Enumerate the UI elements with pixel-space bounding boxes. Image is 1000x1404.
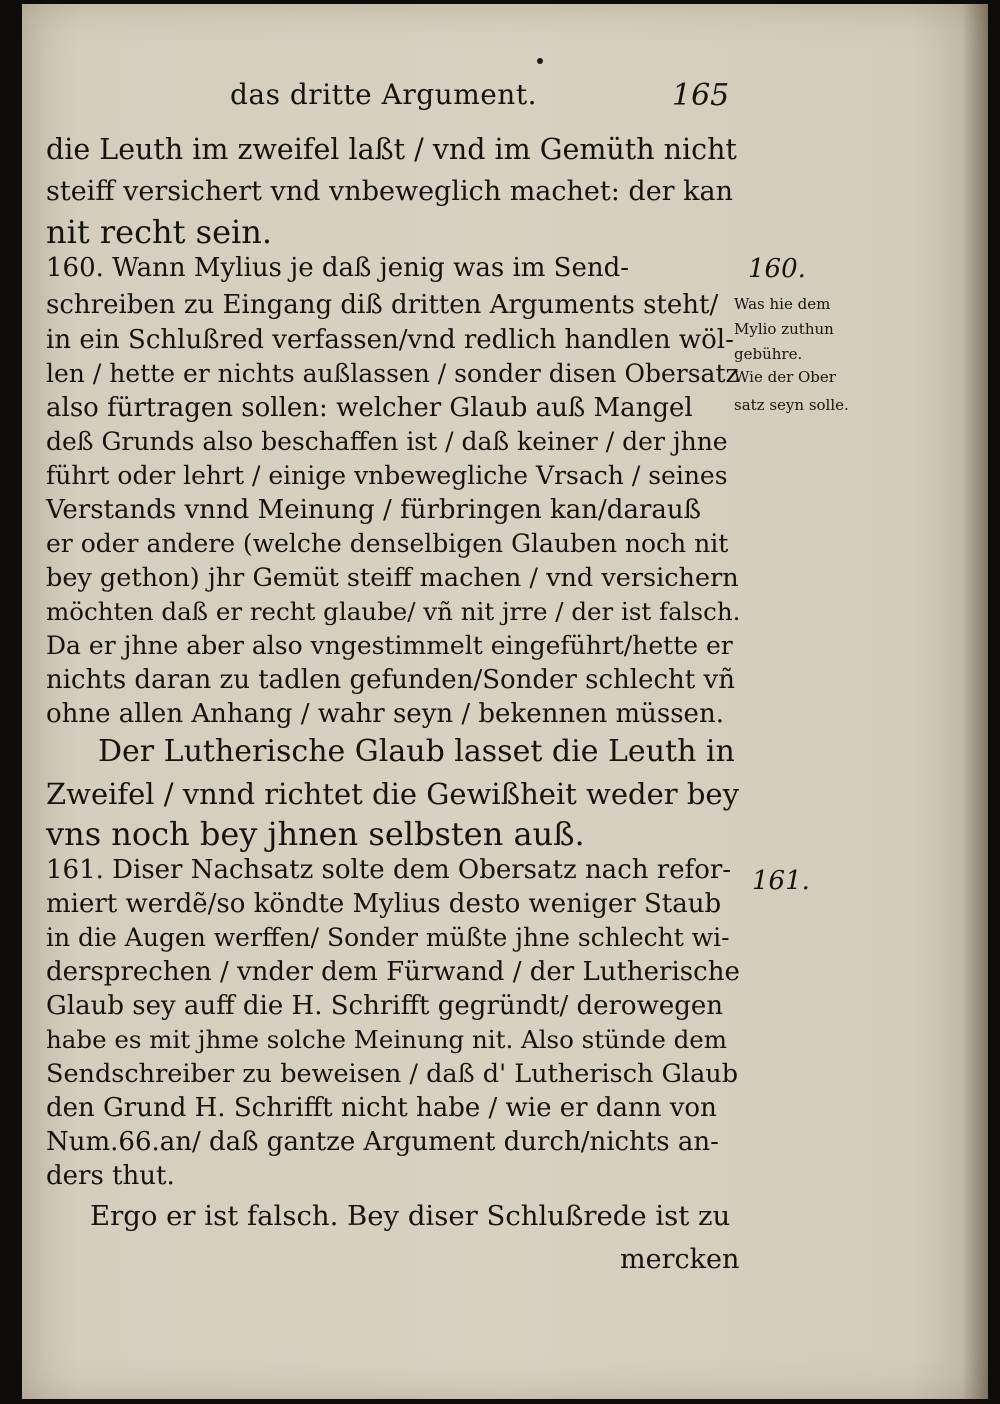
text-line: 160. Wann Mylius je daß jenig was im Send- bbox=[46, 253, 630, 283]
text-line: führt oder lehrt / einige vnbewegliche Vrsach / seines bbox=[46, 461, 728, 490]
text-line: in die Augen werffen/ Sonder müßte jhne schlecht wi- bbox=[46, 923, 730, 952]
heading-line: Zweifel / vnnd richtet die Gewißheit weder bey bbox=[46, 777, 739, 811]
text-line: habe es mit jhme solche Meinung nit. Also stünde dem bbox=[46, 1025, 728, 1054]
text-line: nit recht sein. bbox=[46, 213, 273, 251]
margin-note: gebühre. bbox=[734, 345, 803, 363]
text-line: miert werdẽ/so köndte Mylius desto weniger Staub bbox=[46, 889, 722, 919]
ink-dot bbox=[537, 58, 543, 64]
text-line: schreiben zu Eingang diß dritten Arguments steht/ bbox=[46, 290, 719, 320]
text-line: bey gethon) jhr Gemüt steiff machen / vnd versichern bbox=[46, 563, 739, 593]
text-line: also fürtragen sollen: welcher Glaub auß Mangel bbox=[46, 393, 693, 423]
text-line: len / hette er nichts außlassen / sonder disen Obersatz bbox=[46, 359, 739, 388]
text-line: steiff versichert vnd vnbeweglich machet: der kan bbox=[46, 176, 734, 207]
text-line: 161. Diser Nachsatz solte dem Obersatz nach refor- bbox=[46, 855, 732, 885]
text-line: die Leuth im zweifel laßt / vnd im Gemüth nicht bbox=[46, 133, 737, 166]
text-line: Num.66.an/ daß gantze Argument durch/nichts an- bbox=[46, 1127, 719, 1157]
margin-note: Was hie dem bbox=[734, 295, 831, 313]
running-header: das dritte Argument. bbox=[230, 78, 537, 111]
page-number: 165 bbox=[672, 78, 730, 113]
text-line: dersprechen / vnder dem Fürwand / der Lutherische bbox=[46, 957, 740, 987]
text-line: nichts daran zu tadlen gefunden/Sonder schlecht vñ bbox=[46, 665, 735, 695]
text-line: ohne allen Anhang / wahr seyn / bekennen müssen. bbox=[46, 699, 724, 729]
heading-line: vns noch bey jhnen selbsten auß. bbox=[46, 815, 585, 853]
text-line: Ergo er ist falsch. Bey diser Schlußrede ist zu bbox=[90, 1200, 731, 1232]
text-line: Verstands vnnd Meinung / fürbringen kan/darauß bbox=[46, 495, 701, 525]
text-line: ders thut. bbox=[46, 1161, 175, 1191]
text-line: er oder andere (welche denselbigen Glauben noch nit bbox=[46, 529, 729, 558]
text-line: möchten daß er recht glaube/ vñ nit jrre / der ist falsch. bbox=[46, 597, 741, 626]
text-line: den Grund H. Schrifft nicht habe / wie er dann von bbox=[46, 1093, 717, 1123]
margin-note: Mylio zuthun bbox=[734, 320, 834, 338]
text-line: Glaub sey auff die H. Schrifft gegründt/ derowegen bbox=[46, 991, 724, 1021]
margin-note: satz seyn solle. bbox=[734, 396, 849, 414]
text-line: Sendschreiber zu beweisen / daß d' Lutherisch Glaub bbox=[46, 1059, 739, 1089]
margin-note: Wie der Ober bbox=[734, 368, 836, 386]
text-line: Da er jhne aber also vngestimmelt eingeführt/hette er bbox=[46, 631, 733, 660]
margin-number: 161. bbox=[752, 866, 810, 896]
text-line: in ein Schlußred verfassen/vnd redlich handlen wöl- bbox=[46, 325, 734, 355]
catchword: mercken bbox=[620, 1244, 740, 1275]
heading-line: Der Lutherische Glaub lasset die Leuth in bbox=[98, 734, 735, 769]
margin-number: 160. bbox=[748, 254, 806, 284]
text-line: deß Grunds also beschaffen ist / daß keiner / der jhne bbox=[46, 427, 728, 456]
